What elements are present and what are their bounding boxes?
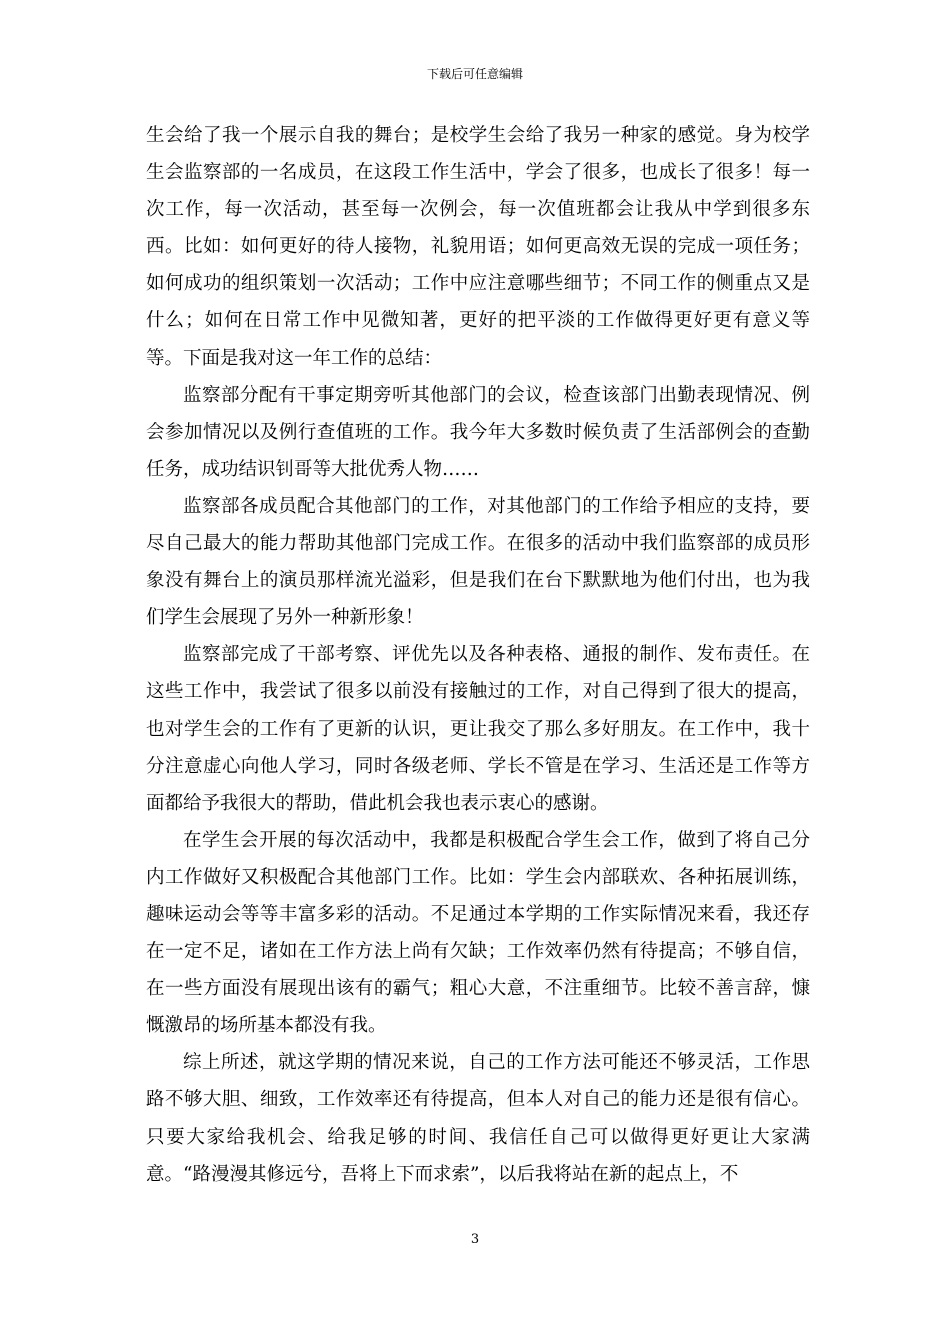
paragraph-5: 在学生会开展的每次活动中，我都是积极配合学生会工作，做到了将自己分内工作做好又积极配合其他部门工作。比如：学生会内部联欢、各种拓展训练，趣味运动会等等丰富多彩的活动。不足通过本学期的工作实际情况来看，我还存在一定不足，诸如在工作方法上尚有欠缺；工作效率仍然有待提高；不够自信，在一些方面没有展现出该有的霸气；粗心大意，不注重细节。比较不善言辞，慷慨激昂的场所基本都没有我。 xyxy=(146,829,810,1037)
paragraph-1: 生会给了我一个展示自我的舞台；是校学生会给了我另一种家的感觉。身为校学生会监察部的一名成员，在这段工作生活中，学会了很多，也成长了很多！每一次工作，每一次活动，甚至每一次例会，每一次值班都会让我从中学到很多东西。比如：如何更好的待人接物，礼貌用语；如何更高效无误的完成一项任务；如何成功的组织策划一次活动；工作中应注意哪些细节；不同工作的侧重点又是什么；如何在日常工作中见微知著，更好的把平淡的工作做得更好更有意义等等。下面是我对这一年工作的总结： xyxy=(146,125,810,369)
page-header: 下载后可任意编辑 xyxy=(426,67,523,81)
paragraph-4: 监察部完成了干部考察、评优先以及各种表格、通报的制作、发布责任。在这些工作中，我尝试了很多以前没有接触过的工作，对自己得到了很大的提高，也对学生会的工作有了更新的认识，更让我交了那么多好朋友。在工作中，我十分注意虚心向他人学习，同时各级老师、学长不管是在学习、生活还是工作等方面都给予我很大的帮助，借此机会我也表示衷心的感谢。 xyxy=(146,644,810,814)
paragraph-2: 监察部分配有干事定期旁听其他部门的会议，检查该部门出勤表现情况、例会参加情况以及例行查值班的工作。我今年大多数时候负责了生活部例会的查勤任务，成功结识钊哥等大批优秀人物…… xyxy=(146,384,810,480)
paragraph-6: 综上所述，就这学期的情况来说，自己的工作方法可能还不够灵活，工作思路不够大胆、细致，工作效率还有待提高，但本人对自己的能力还是很有信心。只要大家给我机会、给我足够的时间、我信任自己可以做得更好更让大家满意。“路漫漫其修远兮，吾将上下而求索”，以后我将站在新的起点上，不 xyxy=(146,1052,810,1185)
document-body xyxy=(146,117,810,1193)
paragraph-3: 监察部各成员配合其他部门的工作，对其他部门的工作给予相应的支持，要尽自己最大的能力帮助其他部门完成工作。在很多的活动中我们监察部的成员形象没有舞台上的演员那样流光溢彩，但是我们在台下默默地为他们付出，也为我们学生会展现了另外一种新形象！ xyxy=(146,495,810,629)
page-number: 3 xyxy=(470,1232,480,1247)
